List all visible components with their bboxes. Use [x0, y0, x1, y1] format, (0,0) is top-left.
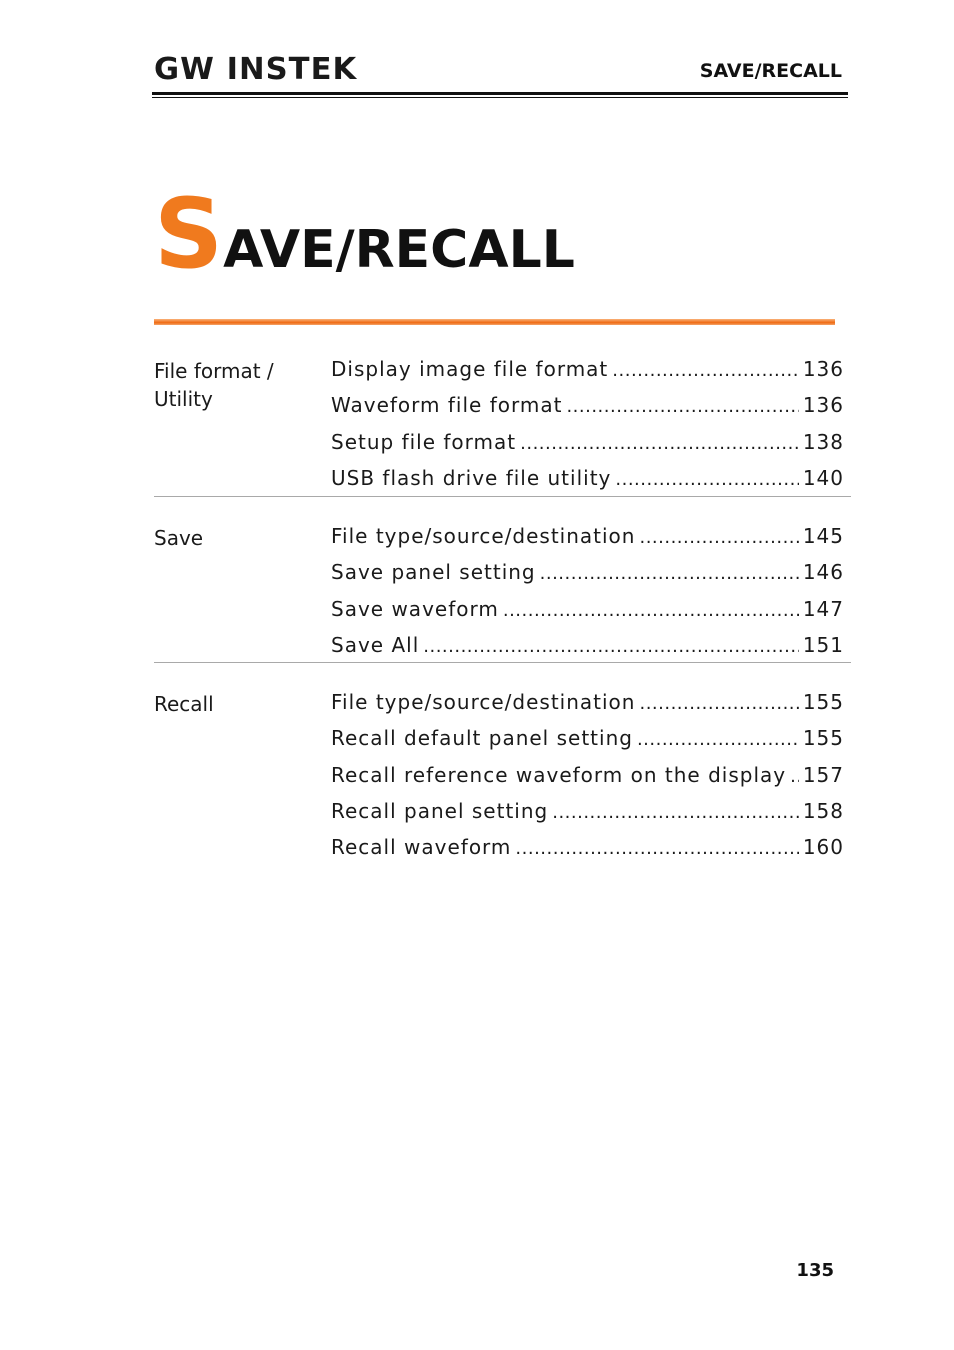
- toc-entry-page: 157: [802, 762, 844, 787]
- toc-entry-title: Recall waveform: [331, 835, 512, 860]
- toc-entry-page: 151: [802, 632, 844, 657]
- toc-entry[interactable]: [331, 763, 844, 799]
- toc-entry-page: 136: [802, 357, 844, 381]
- toc-entry-list: [331, 690, 844, 871]
- toc-section-label: File format / Utility: [154, 359, 274, 411]
- chapter-title: [154, 178, 575, 290]
- toc-entry-page: 155: [802, 726, 844, 751]
- toc-entry-page: 140: [802, 465, 844, 490]
- toc-entry-page: 160: [802, 835, 844, 860]
- toc-section-recall: [154, 690, 851, 872]
- toc-entry-title: Waveform file format: [331, 393, 563, 418]
- toc-entry-page: 147: [802, 596, 844, 621]
- toc-entry-title: Save panel setting: [331, 560, 536, 585]
- toc-entry-title: Setup file format: [331, 429, 517, 454]
- toc-entry-page: 136: [802, 393, 844, 418]
- toc-entry[interactable]: [331, 560, 844, 596]
- toc-entry[interactable]: [331, 690, 844, 726]
- toc-entry[interactable]: [331, 393, 844, 429]
- toc-entry-list: [331, 524, 844, 669]
- chapter-title-rest: AVE/RECALL: [223, 220, 575, 280]
- toc-entry-title: Save waveform: [331, 596, 499, 621]
- toc-section-file-format: [154, 357, 851, 497]
- chapter-title-rule: [154, 319, 835, 325]
- toc-entry-title: Recall reference waveform on the display: [331, 762, 787, 787]
- toc-section-label: Recall: [154, 692, 214, 716]
- toc-entry[interactable]: [331, 597, 844, 633]
- toc-entry-list: [331, 357, 844, 502]
- gw-instek-logo: GW INSTEK: [154, 52, 358, 87]
- toc-entry-page: 138: [802, 429, 844, 454]
- toc-entry-title: Save All: [331, 632, 420, 657]
- toc-entry[interactable]: [331, 466, 844, 502]
- toc-entry[interactable]: [331, 524, 844, 560]
- toc-entry[interactable]: [331, 799, 844, 835]
- toc-entry[interactable]: [331, 726, 844, 762]
- toc-entry-title: File type/source/destination: [331, 690, 636, 714]
- toc-entry-title: USB flash drive file utility: [331, 465, 612, 490]
- toc-entry-title: Display image file format: [331, 357, 609, 381]
- toc-section-save: [154, 524, 851, 663]
- toc-entry-page: 145: [802, 524, 844, 548]
- toc-entry-title: File type/source/destination: [331, 524, 636, 548]
- header-rule-thin: [152, 97, 848, 98]
- toc-entry[interactable]: [331, 835, 844, 871]
- toc-section-label: Save: [154, 526, 204, 550]
- chapter-title-initial: S: [154, 178, 224, 290]
- header-section-title: SAVE/RECALL: [699, 60, 842, 82]
- toc-entry[interactable]: [331, 357, 844, 393]
- toc-entry-title: Recall default panel setting: [331, 726, 633, 751]
- toc-entry-page: 146: [802, 560, 844, 585]
- toc-entry-title: Recall panel setting: [331, 798, 549, 823]
- header-rule: [152, 92, 848, 95]
- toc-entry-page: 158: [802, 798, 844, 823]
- toc-entry[interactable]: [331, 430, 844, 466]
- toc-entry[interactable]: [331, 633, 844, 669]
- toc-entry-page: 155: [802, 690, 844, 714]
- page-number: 135: [796, 1260, 834, 1281]
